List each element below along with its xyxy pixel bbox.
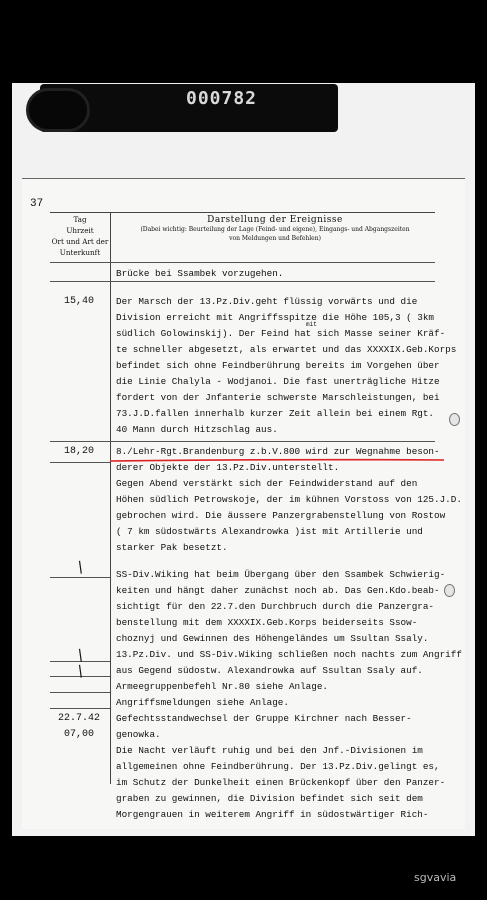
- entry-time: 15,40: [63, 296, 94, 307]
- header-subtitle: (Dabei wichtig: Beurteilung der Lage (Feind- und eigene), Eingangs- und Abgangszeiten: [140, 226, 410, 233]
- header-line: Uhrzeit: [66, 226, 94, 235]
- stamp-number: 000782: [186, 88, 258, 109]
- entry-line: Morgengrauen in weiterem Angriff in südostwärtiger Rich-: [116, 809, 429, 820]
- entry-line: Gefechtsstandwechsel der Gruppe Kirchner nach Besser-: [116, 713, 412, 724]
- entry-line: te schneller abgesetzt, als erwartet und das XXXXIX.Geb.Korps: [116, 344, 457, 355]
- entry-line: SS-Div.Wiking hat beim Übergang über den Ssambek Schwierig-: [116, 569, 446, 580]
- check-mark-icon: /: [74, 645, 87, 665]
- entry-line: choznyj und Gewinnen des Höhengeländes um Ssultan Ssaly.: [116, 633, 429, 644]
- entry-time: 22.7.42: [57, 713, 100, 724]
- header-title: Darstellung der Ereignisse: [207, 215, 343, 225]
- entry-line: graben zu gewinnen, die Division befindet sich seit dem: [116, 793, 423, 804]
- row-rule: [50, 577, 110, 578]
- watermark: sgvavia: [414, 871, 457, 884]
- entry-line: 40 Mann durch Hitzschlag aus.: [116, 424, 278, 435]
- check-mark-icon: /: [74, 661, 87, 681]
- entry-line: 8./Lehr-Rgt.Brandenburg z.b.V.800 wird zur Wegnahme beson-: [116, 446, 440, 457]
- row-rule: [50, 262, 435, 263]
- punch-hole-icon: [444, 584, 455, 597]
- column-header-date: [50, 214, 110, 258]
- entry-line: keiten und hängt daher zunächst noch ab. Das Gen.Kdo.beab-: [116, 585, 440, 596]
- entry-line: Der Marsch der 13.Pz.Div.geht flüssig vorwärts und die: [116, 296, 418, 307]
- entry-line: allgemeinen ohne Feindberührung. Der 13.Pz.Div.gelingt es,: [116, 761, 440, 772]
- entry-line: Höhen südlich Petrowskoje, der im kühnen Vorstoss von 125.J.D.: [116, 494, 462, 505]
- entry-line: Division erreicht mit Angriffsspitze die Höhe 105,3 ( 3km: [116, 312, 435, 323]
- entry-line: 13.Pz.Div. und SS-Div.Wiking schließen noch nachts zum Angriff: [116, 649, 462, 660]
- table-top-rule: [50, 212, 435, 213]
- row-rule: [50, 692, 110, 693]
- entry-line: im Schutz der Dunkelheit einen Brückenkopf über den Panzer-: [116, 777, 446, 788]
- entry-line: derer Objekte der 13.Pz.Div.unterstellt.: [116, 462, 340, 473]
- check-mark-icon: /: [74, 557, 87, 577]
- entry-line: starker Pak besetzt.: [116, 542, 228, 553]
- entry-line: ( 7 km südostwärts Alexandrowka )ist mit Artillerie und: [116, 526, 423, 537]
- entry-time: 18,20: [63, 446, 94, 457]
- entry-line: befindet sich ohne Feindberührung bereits im Vorgehen über: [116, 360, 440, 371]
- entry-line: Brücke bei Ssambek vorzugehen.: [116, 268, 284, 279]
- entry-time: 07,00: [63, 729, 94, 740]
- entry-line: Die Nacht verläuft ruhig und bei den Jnf.-Divisionen im: [116, 745, 423, 756]
- header-line: Tag: [73, 215, 87, 224]
- header-line: Unterkunft: [59, 248, 101, 257]
- entry-line: sichtigt für den 22.7.den Durchbruch durch die Panzergra-: [116, 601, 435, 612]
- entry-line: fordert von der Jnfanterie schwerste Marschleistungen, bei: [116, 392, 440, 403]
- entry-line: Angriffsmeldungen siehe Anlage.: [116, 697, 289, 708]
- entry-line: aus Gegend südostw. Alexandrowka auf Ssultan Ssaly auf.: [116, 665, 423, 676]
- entry-line: Armeegruppenbefehl Nr.80 siehe Anlage.: [116, 681, 329, 692]
- row-rule: [50, 441, 435, 442]
- entry-line: 73.J.D.fallen innerhalb kurzer Zeit allein bei einem Rgt.: [116, 408, 435, 419]
- row-rule: [50, 708, 110, 709]
- row-rule: [50, 462, 110, 463]
- entry-line: benstellung mit dem XXXXIX.Geb.Korps beiderseits Ssow-: [116, 617, 418, 628]
- interlinear-note: mit: [306, 321, 317, 328]
- page-number: 37: [30, 198, 44, 210]
- header-line: Ort und Art der: [51, 237, 109, 246]
- column-divider: [110, 212, 111, 784]
- punch-hole-icon: [449, 413, 460, 426]
- entry-line: genowka.: [116, 729, 161, 740]
- entry-line: südlich Golowinskij). Der Feind hat sich Masse seiner Kräf-: [116, 328, 446, 339]
- entry-line: die Linie Chalyla - Wodjanoi. Die fast unerträgliche Hitze: [116, 376, 440, 387]
- entry-line: Gegen Abend verstärkt sich der Feindwiderstand auf den: [116, 478, 418, 489]
- header-subtitle: von Meldungen und Befehlen): [229, 235, 321, 242]
- entry-line: gebrochen wird. Die äussere Panzergrabenstellung von Rostow: [116, 510, 446, 521]
- column-header-events: [115, 215, 435, 243]
